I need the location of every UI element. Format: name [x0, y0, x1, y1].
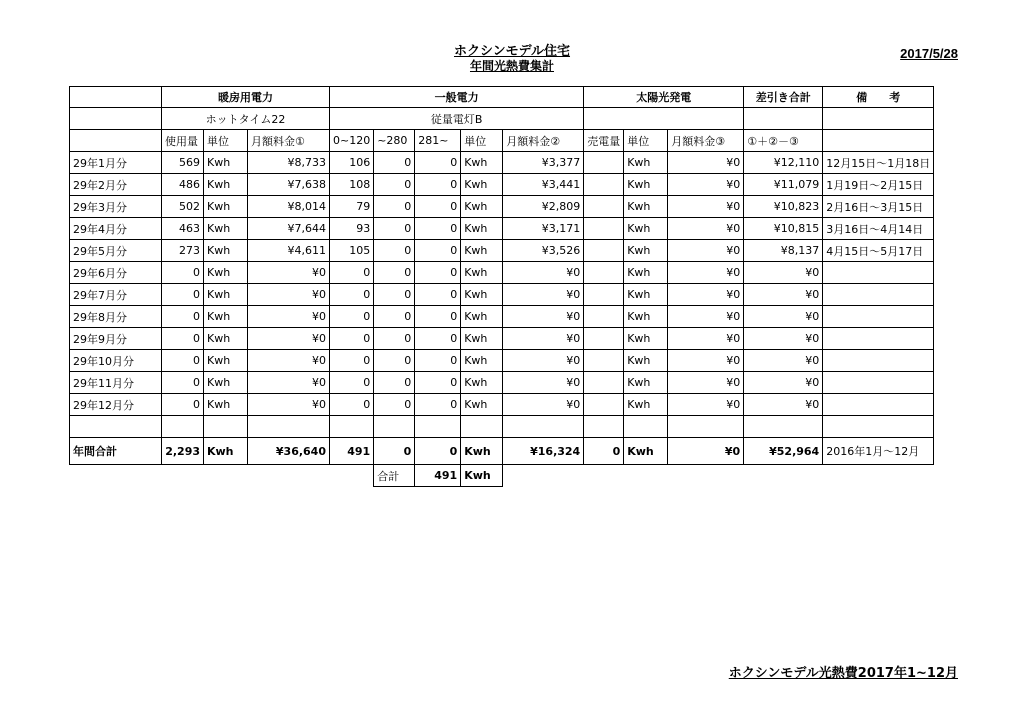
row-unit2: Kwh [461, 372, 503, 394]
row-fee2: ¥0 [503, 328, 584, 350]
row-tier2: 0 [374, 262, 415, 284]
row-month: 29年6月分 [70, 262, 162, 284]
row-sold [584, 152, 624, 174]
row-tier1: 0 [330, 328, 374, 350]
subtotal-label: 合計 [374, 465, 415, 487]
row-sold [584, 350, 624, 372]
row-fee2: ¥0 [503, 394, 584, 416]
annual-remark: 2016年1月～12月 [823, 438, 934, 465]
row-unit3: Kwh [624, 240, 668, 262]
row-net: ¥0 [744, 394, 823, 416]
row-month: 29年8月分 [70, 306, 162, 328]
row-tier3: 0 [415, 174, 461, 196]
subtotal-unit: Kwh [461, 465, 503, 487]
row-month: 29年1月分 [70, 152, 162, 174]
row-month: 29年5月分 [70, 240, 162, 262]
row-unit2: Kwh [461, 328, 503, 350]
row-net: ¥0 [744, 284, 823, 306]
row-net: ¥8,137 [744, 240, 823, 262]
row-fee1: ¥0 [248, 306, 330, 328]
row-fee3: ¥0 [668, 196, 744, 218]
row-net: ¥0 [744, 306, 823, 328]
month-rows [70, 152, 934, 416]
row-unit2: Kwh [461, 394, 503, 416]
row-remark: 1月19日～2月15日 [823, 174, 934, 196]
row-fee3: ¥0 [668, 372, 744, 394]
row-unit2: Kwh [461, 152, 503, 174]
row-tier1: 0 [330, 372, 374, 394]
col-tier2: ~280 [374, 130, 415, 152]
col-fee3: 月額料金③ [668, 130, 744, 152]
group-general: 一般電力 [330, 87, 584, 108]
plan-blank [70, 108, 162, 130]
row-tier1: 105 [330, 240, 374, 262]
row-net: ¥0 [744, 328, 823, 350]
row-fee1: ¥8,733 [248, 152, 330, 174]
row-fee3: ¥0 [668, 152, 744, 174]
row-month: 29年9月分 [70, 328, 162, 350]
row-fee1: ¥0 [248, 328, 330, 350]
table-row [70, 372, 934, 394]
row-fee2: ¥3,171 [503, 218, 584, 240]
row-unit2: Kwh [461, 240, 503, 262]
header-row-columns [70, 130, 934, 152]
group-heating: 暖房用電力 [162, 87, 330, 108]
row-tier2: 0 [374, 372, 415, 394]
row-month: 29年3月分 [70, 196, 162, 218]
row-fee2: ¥3,377 [503, 152, 584, 174]
table-row [70, 174, 934, 196]
table-row [70, 196, 934, 218]
row-month: 29年10月分 [70, 350, 162, 372]
row-unit1: Kwh [204, 394, 248, 416]
row-fee1: ¥7,638 [248, 174, 330, 196]
row-tier2: 0 [374, 284, 415, 306]
row-fee1: ¥0 [248, 394, 330, 416]
page-title: ホクシンモデル住宅 [453, 44, 571, 59]
row-usage: 0 [162, 328, 204, 350]
row-net: ¥0 [744, 262, 823, 284]
row-fee2: ¥3,441 [503, 174, 584, 196]
row-fee2: ¥2,809 [503, 196, 584, 218]
row-tier1: 79 [330, 196, 374, 218]
plan-general: 従量電灯B [330, 108, 584, 130]
annual-fee1: ¥36,640 [248, 438, 330, 465]
row-month: 29年12月分 [70, 394, 162, 416]
annual-unit3: Kwh [624, 438, 668, 465]
row-tier2: 0 [374, 328, 415, 350]
row-unit1: Kwh [204, 284, 248, 306]
row-unit3: Kwh [624, 394, 668, 416]
row-unit1: Kwh [204, 328, 248, 350]
row-unit1: Kwh [204, 218, 248, 240]
row-unit3: Kwh [624, 328, 668, 350]
group-remarks: 備 考 [823, 87, 934, 108]
annual-label: 年間合計 [70, 438, 162, 465]
row-unit3: Kwh [624, 372, 668, 394]
row-remark [823, 350, 934, 372]
plan-solar [584, 108, 744, 130]
col-unit2: 単位 [461, 130, 503, 152]
group-net-total: 差引き合計 [744, 87, 823, 108]
row-net: ¥0 [744, 350, 823, 372]
row-sold [584, 328, 624, 350]
row-sold [584, 394, 624, 416]
spacer-row [70, 416, 934, 438]
row-remark: 3月16日～4月14日 [823, 218, 934, 240]
row-unit2: Kwh [461, 196, 503, 218]
annual-tier3: 0 [415, 438, 461, 465]
row-sold [584, 218, 624, 240]
row-fee1: ¥8,014 [248, 196, 330, 218]
row-unit1: Kwh [204, 372, 248, 394]
table-row [70, 350, 934, 372]
row-tier3: 0 [415, 262, 461, 284]
row-usage: 502 [162, 196, 204, 218]
col-fee2: 月額料金② [503, 130, 584, 152]
row-sold [584, 306, 624, 328]
subtotal-value: 491 [415, 465, 461, 487]
annual-tier2: 0 [374, 438, 415, 465]
row-fee1: ¥0 [248, 262, 330, 284]
row-unit1: Kwh [204, 306, 248, 328]
row-tier2: 0 [374, 218, 415, 240]
row-unit2: Kwh [461, 350, 503, 372]
col-formula: ①＋②－③ [744, 130, 823, 152]
row-tier3: 0 [415, 328, 461, 350]
row-usage: 0 [162, 306, 204, 328]
table-row [70, 306, 934, 328]
row-usage: 273 [162, 240, 204, 262]
row-unit2: Kwh [461, 218, 503, 240]
row-usage: 486 [162, 174, 204, 196]
row-tier3: 0 [415, 240, 461, 262]
page-subtitle: 年間光熱費集計 [469, 59, 554, 73]
annual-fee3: ¥0 [668, 438, 744, 465]
col-fee1: 月額料金① [248, 130, 330, 152]
row-net: ¥12,110 [744, 152, 823, 174]
row-remark [823, 372, 934, 394]
row-net: ¥10,823 [744, 196, 823, 218]
row-tier2: 0 [374, 394, 415, 416]
row-fee2: ¥0 [503, 350, 584, 372]
row-tier3: 0 [415, 394, 461, 416]
row-usage: 0 [162, 262, 204, 284]
title-block [0, 44, 1024, 73]
row-usage: 0 [162, 350, 204, 372]
row-tier2: 0 [374, 350, 415, 372]
annual-net: ¥52,964 [744, 438, 823, 465]
row-tier3: 0 [415, 306, 461, 328]
row-tier1: 93 [330, 218, 374, 240]
row-tier1: 108 [330, 174, 374, 196]
row-unit1: Kwh [204, 262, 248, 284]
row-unit3: Kwh [624, 152, 668, 174]
row-sold [584, 174, 624, 196]
col-tier1: 0~120 [330, 130, 374, 152]
row-fee3: ¥0 [668, 240, 744, 262]
table-row [70, 328, 934, 350]
annual-usage: 2,293 [162, 438, 204, 465]
col-sold: 売電量 [584, 130, 624, 152]
row-fee3: ¥0 [668, 394, 744, 416]
row-month: 29年2月分 [70, 174, 162, 196]
row-fee3: ¥0 [668, 218, 744, 240]
row-usage: 0 [162, 372, 204, 394]
annual-unit1: Kwh [204, 438, 248, 465]
row-unit1: Kwh [204, 152, 248, 174]
row-net: ¥10,815 [744, 218, 823, 240]
col-remarks-blank [823, 130, 934, 152]
row-remark [823, 262, 934, 284]
table-row [70, 394, 934, 416]
header-row-groups [70, 87, 934, 108]
row-month: 29年11月分 [70, 372, 162, 394]
row-remark: 2月16日～3月15日 [823, 196, 934, 218]
row-sold [584, 372, 624, 394]
row-unit3: Kwh [624, 218, 668, 240]
row-unit1: Kwh [204, 240, 248, 262]
group-solar: 太陽光発電 [584, 87, 744, 108]
row-fee1: ¥0 [248, 350, 330, 372]
row-unit2: Kwh [461, 284, 503, 306]
row-unit3: Kwh [624, 196, 668, 218]
row-remark [823, 306, 934, 328]
row-fee3: ¥0 [668, 328, 744, 350]
row-tier1: 0 [330, 262, 374, 284]
document-date: 2017/5/28 [900, 46, 958, 61]
row-fee2: ¥0 [503, 284, 584, 306]
col-tier3: 281~ [415, 130, 461, 152]
row-fee3: ¥0 [668, 350, 744, 372]
col-unit3: 単位 [624, 130, 668, 152]
row-unit1: Kwh [204, 350, 248, 372]
row-tier2: 0 [374, 174, 415, 196]
col-usage: 使用量 [162, 130, 204, 152]
annual-total-row [70, 438, 934, 465]
table-row [70, 152, 934, 174]
row-tier1: 0 [330, 306, 374, 328]
row-tier3: 0 [415, 152, 461, 174]
row-remark [823, 328, 934, 350]
row-tier3: 0 [415, 372, 461, 394]
col-unit1: 単位 [204, 130, 248, 152]
row-usage: 0 [162, 394, 204, 416]
row-tier3: 0 [415, 284, 461, 306]
row-sold [584, 262, 624, 284]
row-net: ¥0 [744, 372, 823, 394]
row-sold [584, 196, 624, 218]
spacer-cell [70, 416, 162, 438]
row-fee1: ¥0 [248, 372, 330, 394]
plan-heating: ホットタイム22 [162, 108, 330, 130]
row-unit3: Kwh [624, 284, 668, 306]
row-unit3: Kwh [624, 350, 668, 372]
row-tier1: 106 [330, 152, 374, 174]
row-unit3: Kwh [624, 174, 668, 196]
row-unit2: Kwh [461, 262, 503, 284]
col-blank [70, 130, 162, 152]
row-tier3: 0 [415, 218, 461, 240]
row-tier2: 0 [374, 152, 415, 174]
row-fee2: ¥0 [503, 306, 584, 328]
row-fee3: ¥0 [668, 262, 744, 284]
row-tier2: 0 [374, 196, 415, 218]
row-fee2: ¥3,526 [503, 240, 584, 262]
row-tier1: 0 [330, 350, 374, 372]
table-row [70, 218, 934, 240]
row-usage: 463 [162, 218, 204, 240]
row-month: 29年7月分 [70, 284, 162, 306]
row-fee3: ¥0 [668, 174, 744, 196]
table-row [70, 284, 934, 306]
row-remark: 12月15日～1月18日 [823, 152, 934, 174]
table-row [70, 262, 934, 284]
row-unit2: Kwh [461, 306, 503, 328]
annual-tier1: 491 [330, 438, 374, 465]
row-month: 29年4月分 [70, 218, 162, 240]
annual-sold: 0 [584, 438, 624, 465]
row-tier3: 0 [415, 196, 461, 218]
row-tier3: 0 [415, 350, 461, 372]
energy-cost-table [69, 86, 934, 487]
row-fee3: ¥0 [668, 284, 744, 306]
row-unit1: Kwh [204, 174, 248, 196]
table-row [70, 240, 934, 262]
row-tier2: 0 [374, 240, 415, 262]
row-fee2: ¥0 [503, 372, 584, 394]
annual-fee2: ¥16,324 [503, 438, 584, 465]
plan-remarks [823, 108, 934, 130]
row-unit3: Kwh [624, 262, 668, 284]
row-remark: 4月15日～5月17日 [823, 240, 934, 262]
row-remark [823, 394, 934, 416]
row-unit3: Kwh [624, 306, 668, 328]
plan-net [744, 108, 823, 130]
row-unit1: Kwh [204, 196, 248, 218]
footer-caption: ホクシンモデル光熱費2017年1~12月 [728, 666, 958, 681]
row-fee2: ¥0 [503, 262, 584, 284]
row-usage: 0 [162, 284, 204, 306]
subtotal-blank [70, 465, 162, 487]
row-unit2: Kwh [461, 174, 503, 196]
row-tier2: 0 [374, 306, 415, 328]
header-row-plans [70, 108, 934, 130]
subtotal-row [70, 465, 934, 487]
annual-unit2: Kwh [461, 438, 503, 465]
row-fee1: ¥7,644 [248, 218, 330, 240]
row-tier1: 0 [330, 394, 374, 416]
row-sold [584, 284, 624, 306]
row-remark [823, 284, 934, 306]
row-fee3: ¥0 [668, 306, 744, 328]
header-blank [70, 87, 162, 108]
row-fee1: ¥0 [248, 284, 330, 306]
row-usage: 569 [162, 152, 204, 174]
row-tier1: 0 [330, 284, 374, 306]
row-net: ¥11,079 [744, 174, 823, 196]
row-fee1: ¥4,611 [248, 240, 330, 262]
row-sold [584, 240, 624, 262]
